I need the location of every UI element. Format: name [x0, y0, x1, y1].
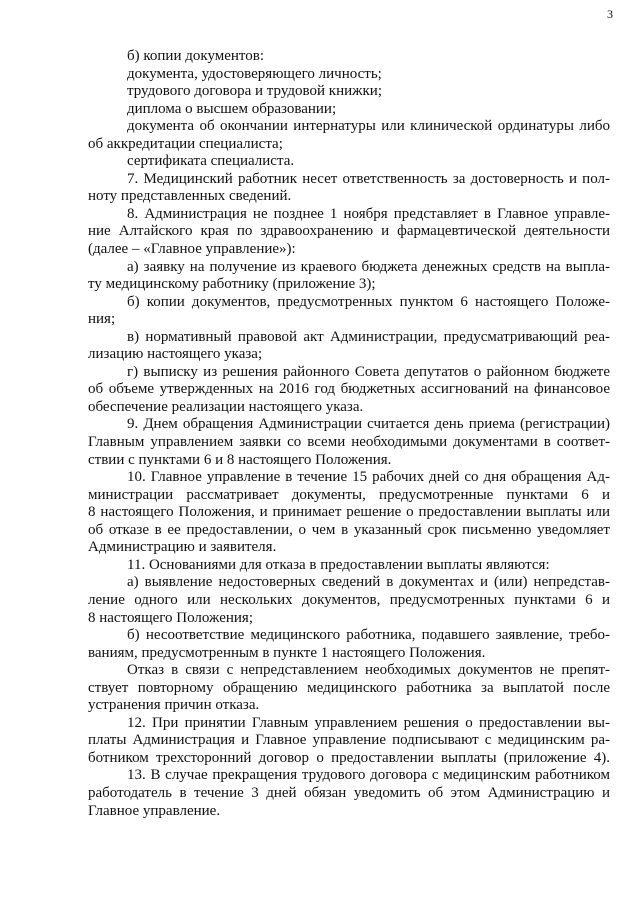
text-line: об отказе в ее предоставлении, о чем в указанный срок письменно уведомляет — [88, 521, 610, 538]
document-body — [88, 48, 610, 820]
text-line: ния; — [88, 311, 116, 328]
text-line: ту медицинскому работнику (приложение 3); — [88, 276, 376, 293]
text-line: ствует повторному обращению медицинского работника за выплатой после — [88, 679, 610, 696]
text-line: лизацию настоящего указа; — [88, 346, 263, 363]
text-line: ние Алтайского края по здравоохранению и фармацевтической деятельности — [88, 223, 610, 240]
text-line: 13. В случае прекращения трудового договора с медицинским работником — [127, 767, 610, 784]
text-line: 8. Администрация не позднее 1 ноября представляет в Главное управле- — [127, 205, 610, 222]
text-line: Администрацию и заявителя. — [88, 539, 277, 556]
text-line: б) копии документов: — [127, 48, 265, 64]
text-line: 11. Основаниями для отказа в предоставлении выплаты являются: — [127, 556, 550, 573]
text-line: 12. При принятии Главным управлением решения о предоставлении вы- — [127, 714, 610, 731]
text-line: б) копии документов, предусмотренных пунктом 6 настоящего Положе- — [127, 293, 610, 310]
text-line: ботником трехсторонний договор о предоставлении выплаты (приложение 4). — [88, 749, 610, 766]
text-line: Главным управлением заявки со всеми необходимыми документами в соответ- — [88, 434, 610, 451]
text-line: министрации рассматривает документы, предусмотренные пунктами 6 и — [88, 486, 610, 503]
text-line: сертификата специалиста. — [127, 153, 295, 170]
text-line: 9. Днем обращения Администрации считается день приема (регистрации) — [127, 416, 610, 433]
text-line: ваниям, предусмотренным в пункте 1 настоящего Положения. — [88, 644, 486, 661]
text-line: а) заявку на получение из краевого бюджета денежных средств на выпла- — [127, 258, 610, 275]
text-line: Главное управление. — [88, 802, 221, 819]
text-line: устранения причин отказа. — [88, 697, 260, 714]
text-line: об объеме утвержденных на 2016 год бюджетных ассигнований на финансовое — [88, 381, 610, 398]
text-line: платы Администрация и Главное управление подписывают с медицинским ра- — [88, 732, 610, 749]
text-line: в) нормативный правовой акт Администрации, предусматривающий реа- — [127, 328, 610, 345]
text-line: 8 настоящего Положения, и принимает решение о предоставлении выплаты или — [88, 504, 610, 521]
text-line: диплома о высшем образовании; — [127, 100, 337, 117]
text-line: 7. Медицинский работник несет ответственность за достоверность и пол- — [127, 170, 610, 187]
text-line: Отказ в связи с непредставлением необходимых документов не препят- — [127, 662, 610, 679]
page-number: 3 — [607, 7, 613, 21]
text-line: (далее – «Главное управление»): — [88, 241, 296, 258]
text-line: обеспечение реализации настоящего указа. — [88, 398, 364, 415]
text-line: ление одного или нескольких документов, предусмотренных пунктами 6 и — [88, 591, 610, 608]
text-line: ствии с пунктами 6 и 8 настоящего Положения. — [88, 451, 392, 468]
text-line: 8 настоящего Положения; — [88, 609, 253, 626]
text-line: г) выписку из решения районного Совета депутатов о районном бюджете — [127, 363, 610, 380]
text-line: трудового договора и трудовой книжки; — [127, 83, 382, 100]
text-line: об аккредитации специалиста; — [88, 135, 283, 152]
text-line: 10. Главное управление в течение 15 рабочих дней со дня обращения Ад- — [127, 469, 610, 486]
text-line: б) несоответствие медицинского работника, подавшего заявление, требо- — [127, 627, 610, 644]
text-line: документа, удостоверяющего личность; — [127, 65, 382, 82]
text-line: документа об окончании интернатуры или клинической ординатуры либо — [127, 118, 610, 135]
text-line: ноту представленных сведений. — [88, 188, 292, 205]
text-line: работодатель в течение 3 дней обязан уведомить об этом Администрацию и — [88, 784, 610, 801]
text-line: а) выявление недостоверных сведений в документах и (или) непредстав- — [127, 574, 610, 591]
